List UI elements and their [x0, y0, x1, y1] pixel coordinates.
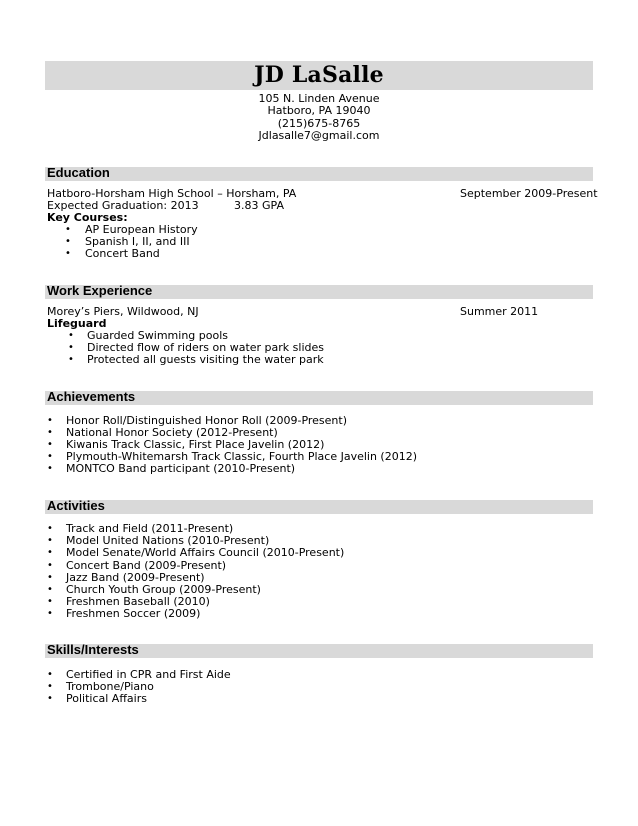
list-item: Model United Nations (2010-Present) [66, 534, 270, 548]
bullet-icon: • [47, 571, 53, 583]
list-item: Spanish I, II, and III [85, 235, 190, 248]
email-address: Jdlasalle7@gmail.com [258, 128, 380, 142]
list-item: Kiwanis Track Classic, First Place Javelin (2012) [66, 438, 325, 451]
name-banner [45, 61, 593, 90]
bullet-icon: • [47, 669, 53, 680]
bullet-icon: • [47, 451, 53, 462]
bullet-icon: • [47, 584, 53, 595]
bullet-icon: • [47, 608, 53, 620]
section-title: Education [47, 165, 110, 180]
gpa: 3.83 GPA [234, 199, 284, 212]
list-item: Concert Band (2009-Present) [66, 558, 227, 572]
list-item: Jazz Band (2009-Present) [66, 570, 205, 584]
list-item: Trombone/Piano [66, 680, 154, 693]
bullet-icon: • [47, 559, 53, 571]
bullet-icon: • [68, 330, 74, 341]
contact-block [45, 93, 593, 142]
bullet-icon: • [47, 547, 53, 559]
employer: Morey’s Piers, Wildwood, NJ [47, 305, 199, 318]
school-name: Hatboro-Horsham High School – Horsham, PA [47, 187, 297, 200]
bullet-icon: • [68, 342, 74, 353]
section-title: Skills/Interests [47, 642, 139, 657]
bullet-icon: • [47, 463, 53, 474]
section-title: Activities [47, 498, 105, 513]
bullet-icon: • [47, 681, 53, 692]
bullet-icon: • [47, 693, 53, 704]
list-item: Guarded Swimming pools [87, 329, 228, 342]
bullet-icon: • [47, 535, 53, 547]
address-line-2: Hatboro, PA 19040 [267, 104, 371, 118]
education-dates: September 2009-Present [460, 187, 598, 200]
bullet-icon: • [47, 523, 53, 534]
bullet-icon: • [65, 248, 71, 259]
list-item: Concert Band [85, 247, 160, 260]
achievements-header [45, 391, 593, 405]
skills-header [45, 644, 593, 658]
bullet-icon: • [68, 354, 74, 365]
section-title: Work Experience [47, 283, 153, 298]
list-item: Plymouth-Whitemarsh Track Classic, Fourth Place Javelin (2012) [66, 450, 418, 463]
work-header [45, 285, 593, 299]
phone-number: (215)675-8765 [277, 116, 361, 130]
list-item: National Honor Society (2012-Present) [66, 426, 278, 439]
work-dates: Summer 2011 [460, 305, 539, 318]
candidate-name: JD LaSalle [254, 62, 384, 88]
bullet-icon: • [47, 439, 53, 450]
list-item: Protected all guests visiting the water park [87, 353, 324, 366]
bullet-icon: • [65, 224, 71, 235]
list-item: Honor Roll/Distinguished Honor Roll (2009-Present) [66, 414, 348, 427]
list-item: Freshmen Soccer (2009) [66, 607, 201, 621]
education-header [45, 167, 593, 181]
bullet-icon: • [47, 415, 53, 426]
bullet-icon: • [47, 427, 53, 438]
list-item: Church Youth Group (2009-Present) [66, 583, 261, 596]
graduation-date: Expected Graduation: 2013 [47, 199, 199, 212]
bullet-icon: • [65, 236, 71, 247]
key-courses-label: Key Courses: [47, 211, 128, 224]
list-item: Freshmen Baseball (2010) [66, 595, 210, 609]
list-item: AP European History [85, 223, 198, 236]
list-item: Track and Field (2011-Present) [66, 522, 234, 535]
bullet-icon: • [47, 596, 53, 608]
list-item: Political Affairs [66, 692, 147, 705]
list-item: MONTCO Band participant (2010-Present) [66, 462, 296, 475]
list-item: Model Senate/World Affairs Council (2010-Present) [66, 546, 345, 560]
section-title: Achievements [47, 389, 136, 404]
list-item: Certified in CPR and First Aide [66, 668, 231, 681]
list-item: Directed flow of riders on water park slides [87, 341, 324, 354]
job-role: Lifeguard [47, 317, 107, 330]
address-line-1: 105 N. Linden Avenue [258, 92, 380, 105]
activities-header [45, 500, 593, 514]
